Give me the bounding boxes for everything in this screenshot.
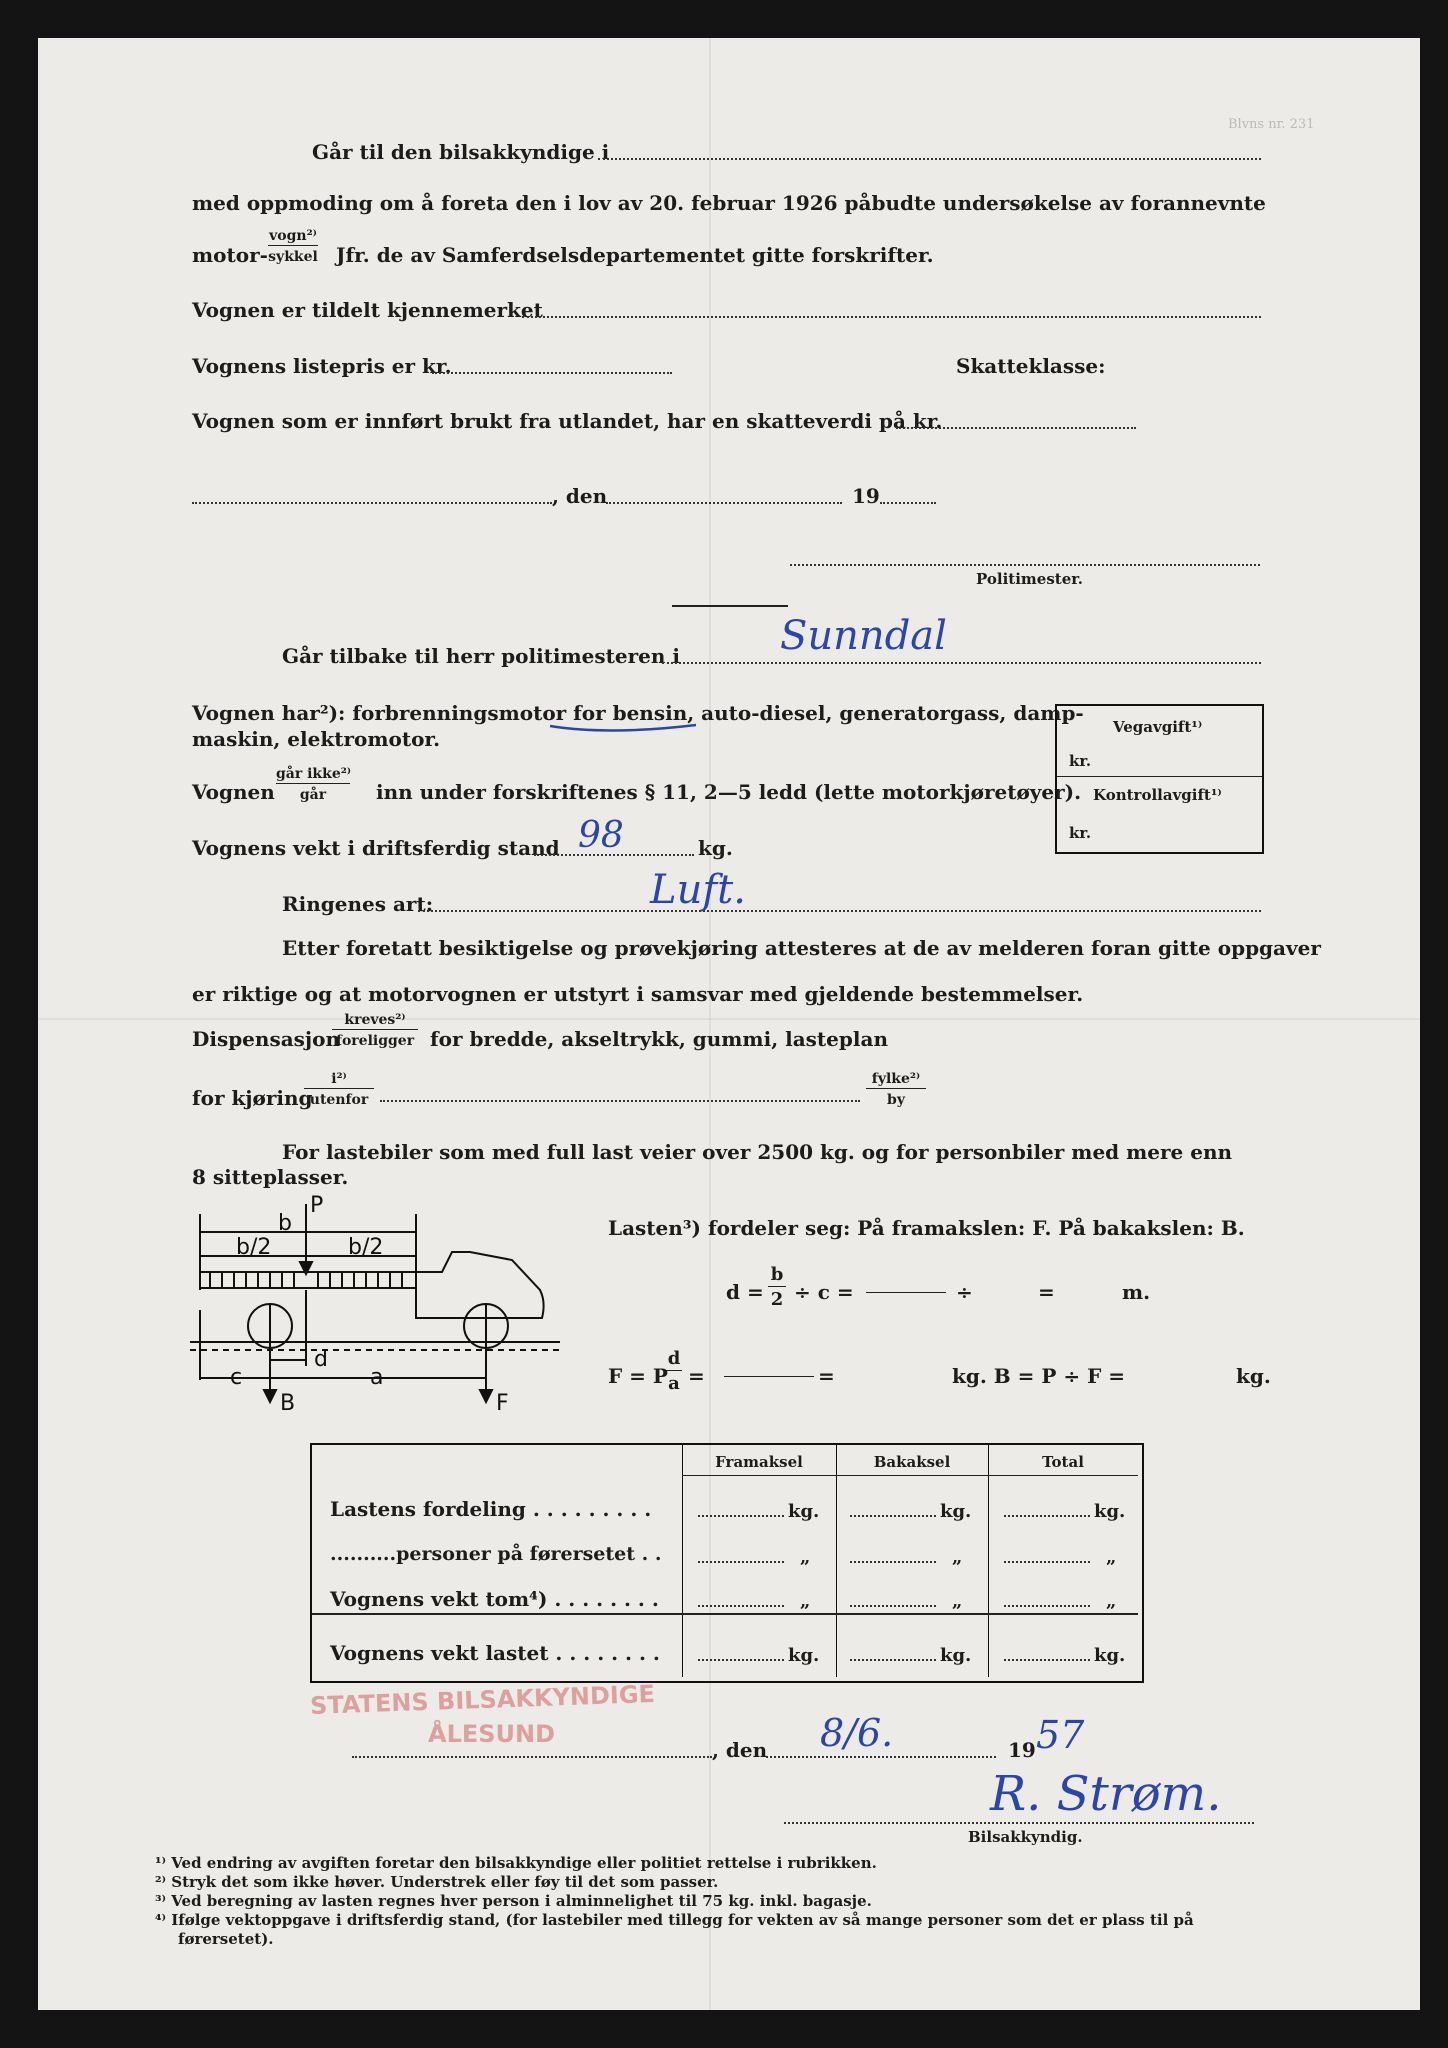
d-fraction-bottom: 2 bbox=[768, 1286, 786, 1309]
dispensation-suffix: for bredde, akseltrykk, gummi, lasteplan bbox=[430, 1027, 888, 1051]
control-fee-kr: kr. bbox=[1069, 824, 1092, 842]
f-fraction bbox=[666, 1350, 682, 1393]
cell-front-3[interactable] bbox=[698, 1659, 784, 1661]
d-unit: m. bbox=[1122, 1280, 1151, 1304]
tax-class-field[interactable] bbox=[1090, 372, 1261, 374]
registration-field[interactable] bbox=[522, 316, 1261, 318]
unit-rear-3: kg. bbox=[940, 1645, 972, 1666]
goes-fraction-bottom: går bbox=[276, 783, 350, 802]
year-field[interactable] bbox=[880, 502, 936, 504]
attestation-line-1: Etter foretatt besiktigelse og prøvekjøring attesteres at de av melderen foran gitte oppgaver bbox=[282, 936, 1321, 960]
f-equation-start: F = P bbox=[608, 1364, 668, 1388]
cell-total-3[interactable] bbox=[1004, 1659, 1090, 1661]
signature-year-handwritten: 57 bbox=[1036, 1713, 1085, 1757]
b-equation: kg. B = P ÷ F = bbox=[952, 1364, 1125, 1388]
col-divider-1 bbox=[682, 1445, 683, 1677]
form-number: Blvns nr. 231 bbox=[1228, 117, 1315, 132]
unit-front-0: kg. bbox=[788, 1501, 820, 1522]
d-fraction-top: b bbox=[770, 1264, 784, 1285]
signature-date-field[interactable] bbox=[766, 1756, 996, 1758]
f-equals-1: = bbox=[688, 1364, 705, 1388]
motor-fraction-top: vogn²⁾ bbox=[269, 228, 317, 244]
motor-prefix: motor- bbox=[192, 243, 268, 267]
unit-total-0: kg. bbox=[1094, 1501, 1126, 1522]
axle-load-diagram bbox=[190, 1190, 570, 1415]
county-fraction-bottom: by bbox=[866, 1088, 926, 1107]
motor-suffix: Jfr. de av Samferdselsdepartementet gitte forskrifter. bbox=[336, 243, 934, 267]
trucks-line-1: For lastebiler som med full last veier over 2500 kg. og for personbiler med mere enn bbox=[282, 1140, 1233, 1164]
diagram-b-half-left: b/2 bbox=[236, 1235, 272, 1260]
f-blank[interactable] bbox=[724, 1376, 814, 1377]
load-split-text: Lasten³) fordeler seg: På framakslen: F. På bakakslen: B. bbox=[608, 1216, 1245, 1240]
row-empty-weight: Vognens vekt tom⁴) . . . . . . . . bbox=[330, 1587, 659, 1611]
diagram-c-label: c bbox=[230, 1365, 243, 1390]
stamp-line-1: STATENS BILSAKKYNDIGE bbox=[309, 1679, 656, 1721]
control-fee-label: Kontrollavgift¹⁾ bbox=[1093, 786, 1222, 804]
dispensation-label: Dispensasjon bbox=[192, 1027, 341, 1051]
driving-fraction bbox=[304, 1072, 374, 1107]
footnote-2: ²⁾ Stryk det som ikke høver. Understrek eller føy til det som passer. bbox=[155, 1873, 719, 1891]
unit-front-3: kg. bbox=[788, 1645, 820, 1666]
list-price-field[interactable] bbox=[432, 372, 672, 374]
diagram-a-label: a bbox=[370, 1365, 384, 1390]
year-prefix: 19 bbox=[852, 484, 880, 508]
footnote-4: ⁴⁾ Ifølge vektoppgave i driftsferdig stand, (for lastebiler med tillegg for vekten av så mange personer som det er plass til på bbox=[155, 1911, 1194, 1929]
header-front-axle: Framaksel bbox=[715, 1453, 803, 1471]
unit-rear-0: kg. bbox=[940, 1501, 972, 1522]
diagram-f-axle-label: F bbox=[496, 1391, 509, 1415]
road-fee-label: Vegavgift¹⁾ bbox=[1113, 718, 1203, 736]
weight-handwritten: 98 bbox=[578, 815, 624, 856]
expert-signature-label: Bilsakkyndig. bbox=[968, 1828, 1083, 1846]
unit-front-2: „ bbox=[800, 1591, 811, 1612]
engine-line-2: maskin, elektromotor. bbox=[192, 727, 441, 751]
fold-crease-vertical bbox=[709, 38, 711, 2010]
d-fraction bbox=[768, 1266, 786, 1309]
diagram-b-half-right: b/2 bbox=[348, 1235, 384, 1260]
unit-total-1: „ bbox=[1106, 1547, 1117, 1568]
cell-total-1[interactable] bbox=[1004, 1561, 1090, 1563]
cell-total-2[interactable] bbox=[1004, 1605, 1090, 1607]
row-persons-driver-seat: ..........personer på førersetet . . bbox=[330, 1543, 662, 1565]
col-divider-2 bbox=[836, 1445, 837, 1677]
registration-label: Vognen er tildelt kjennemerket bbox=[192, 298, 543, 322]
d-blank-1[interactable] bbox=[866, 1292, 946, 1293]
cell-rear-1[interactable] bbox=[850, 1561, 936, 1563]
engine-underline bbox=[548, 722, 698, 734]
import-value-field[interactable] bbox=[896, 427, 1136, 429]
stamp-line-2: ÅLESUND bbox=[428, 1720, 556, 1748]
diagram-d-label: d bbox=[314, 1347, 328, 1372]
cell-front-2[interactable] bbox=[698, 1605, 784, 1607]
f-fraction-bottom: a bbox=[666, 1370, 682, 1393]
weight-unit: kg. bbox=[698, 836, 733, 860]
expert-location-field[interactable] bbox=[598, 158, 1261, 160]
fee-box-divider bbox=[1057, 776, 1262, 777]
d-equation-start: d = bbox=[726, 1280, 764, 1304]
returns-field[interactable] bbox=[662, 662, 1261, 664]
form-sheet bbox=[38, 38, 1420, 2010]
motor-fraction bbox=[268, 229, 318, 264]
footnote-3: ³⁾ Ved beregning av lasten regnes hver person i alminnelighet til 75 kg. inkl. bagasje. bbox=[155, 1892, 872, 1910]
cell-rear-2[interactable] bbox=[850, 1605, 936, 1607]
goes-to-expert-label: Går til den bilsakkyndige i bbox=[312, 140, 610, 164]
request-line: med oppmoding om å foreta den i lov av 20. februar 1926 påbudte undersøkelse av forannevnte bbox=[192, 191, 1266, 215]
attestation-line-2: er riktige og at motorvognen er utstyrt i samsvar med gjeldende bestemmelser. bbox=[192, 982, 1084, 1006]
date-den-label: , den bbox=[552, 484, 608, 508]
diagram-p-label: P bbox=[310, 1193, 324, 1218]
section-divider bbox=[672, 605, 788, 607]
returns-handwritten: Sunndal bbox=[780, 613, 947, 659]
driving-fraction-bottom: utenfor bbox=[304, 1088, 374, 1107]
d-equation-rest: ÷ c = bbox=[794, 1280, 854, 1304]
goes-fraction bbox=[276, 767, 350, 802]
d-divide: ÷ bbox=[956, 1280, 973, 1304]
tyres-field[interactable] bbox=[418, 910, 1261, 912]
unit-total-2: „ bbox=[1106, 1591, 1117, 1612]
f-equals-2: = bbox=[818, 1364, 835, 1388]
unit-front-1: „ bbox=[800, 1547, 811, 1568]
col-divider-3 bbox=[988, 1445, 989, 1677]
returns-label: Går tilbake til herr politimesteren i bbox=[282, 644, 680, 668]
road-fee-kr: kr. bbox=[1069, 752, 1092, 770]
header-total: Total bbox=[1042, 1453, 1084, 1471]
cell-total-0[interactable] bbox=[1004, 1515, 1090, 1517]
footnote-1: ¹⁾ Ved endring av avgiften foretar den bilsakkyndige eller politiet rettelse i rubrikken. bbox=[155, 1854, 877, 1872]
total-divider bbox=[312, 1613, 1138, 1615]
f-fraction-top: d bbox=[667, 1348, 681, 1369]
tax-class-label: Skatteklasse: bbox=[956, 354, 1106, 378]
goes-suffix: inn under forskriftenes § 11, 2—5 ledd (lette motorkjøretøyer). bbox=[376, 780, 1082, 804]
county-fraction bbox=[866, 1072, 926, 1107]
motor-fraction-bottom: sykkel bbox=[268, 245, 318, 264]
unit-rear-2: „ bbox=[952, 1591, 963, 1612]
cell-front-0[interactable] bbox=[698, 1515, 784, 1517]
fee-box bbox=[1055, 704, 1264, 854]
driving-area-field[interactable] bbox=[380, 1100, 860, 1102]
cell-rear-3[interactable] bbox=[850, 1659, 936, 1661]
dispensation-fraction-top: kreves²⁾ bbox=[344, 1012, 406, 1028]
police-signature-field[interactable] bbox=[790, 564, 1260, 566]
unit-rear-1: „ bbox=[952, 1547, 963, 1568]
place-field[interactable] bbox=[192, 502, 552, 504]
county-fraction-top: fylke²⁾ bbox=[871, 1071, 921, 1087]
diagram-b-axle-label: B bbox=[280, 1391, 296, 1415]
signature-den-label: , den bbox=[712, 1738, 768, 1762]
police-signature-label: Politimester. bbox=[976, 570, 1083, 588]
engine-line-1: Vognen har²): forbrenningsmotor for bensin, auto-diesel, generatorgass, damp- bbox=[192, 701, 1084, 725]
signature-date-handwritten: 8/6. bbox=[820, 1711, 894, 1755]
tyres-handwritten: Luft. bbox=[650, 867, 746, 913]
import-value-label: Vognen som er innført brukt fra utlandet, har en skatteverdi på kr. bbox=[192, 409, 943, 433]
expert-signature-field[interactable] bbox=[784, 1822, 1254, 1824]
row-load-distribution: Lastens fordeling . . . . . . . . . bbox=[330, 1497, 652, 1521]
cell-rear-0[interactable] bbox=[850, 1515, 936, 1517]
diagram-b-label: b bbox=[278, 1211, 292, 1236]
date-field[interactable] bbox=[606, 502, 842, 504]
fold-crease-horizontal bbox=[38, 1018, 1420, 1020]
goes-fraction-top: går ikke²⁾ bbox=[276, 766, 352, 782]
expert-signature-handwritten: R. Strøm. bbox=[990, 1766, 1222, 1822]
signature-year-prefix: 19 bbox=[1008, 1738, 1036, 1762]
signature-place-field[interactable] bbox=[352, 1756, 712, 1758]
trucks-line-2: 8 sitteplasser. bbox=[192, 1165, 349, 1189]
vognen-label: Vognen bbox=[192, 780, 275, 804]
unit-total-3: kg. bbox=[1094, 1645, 1126, 1666]
driving-fraction-top: i²⁾ bbox=[331, 1071, 347, 1087]
tyres-label: Ringenes art: bbox=[282, 892, 434, 916]
dispensation-fraction-bottom: foreligger bbox=[332, 1029, 418, 1048]
row-loaded-weight: Vognens vekt lastet . . . . . . . . bbox=[330, 1641, 660, 1665]
load-distribution-table bbox=[310, 1443, 1144, 1683]
list-price-label: Vognens listepris er kr. bbox=[192, 354, 452, 378]
cell-front-1[interactable] bbox=[698, 1561, 784, 1563]
footnote-4-continued: førersetet). bbox=[178, 1930, 274, 1948]
header-rear-axle: Bakaksel bbox=[873, 1453, 951, 1471]
driving-label: for kjøring bbox=[192, 1086, 313, 1110]
weight-label: Vognens vekt i driftsferdig stand bbox=[192, 836, 560, 860]
dispensation-fraction bbox=[332, 1013, 418, 1048]
d-equals: = bbox=[1038, 1280, 1055, 1304]
header-divider bbox=[682, 1475, 1138, 1476]
b-unit: kg. bbox=[1236, 1364, 1271, 1388]
